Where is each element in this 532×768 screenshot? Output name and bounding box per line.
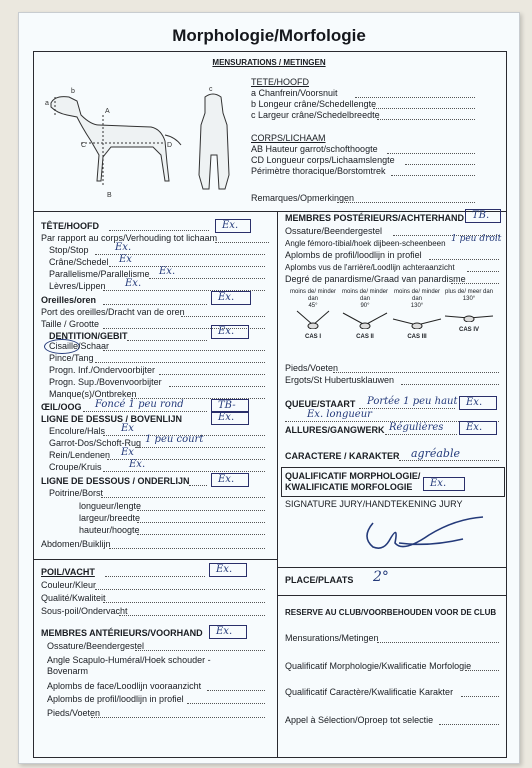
head-item-label: Stop/Stop: [49, 245, 89, 255]
forequarters-item-label: Angle Scapulo-Huméral/Hoek schouder - Bovenarm: [47, 655, 211, 676]
qualification-grade: Ex.: [430, 478, 447, 489]
ears-item-label: Port des oreilles/Dracht van de oren: [41, 307, 185, 317]
femoro-tibial-value: 1 peu droit: [451, 234, 502, 244]
diagram-letter-b-lower: B: [107, 192, 112, 199]
angle-case-4: [443, 289, 495, 333]
topline-grade-box: [211, 411, 249, 425]
ears-section-title: Oreilles/oren: [41, 295, 97, 305]
forequarters-item-label: Aplombs de face/Loodlijn vooraanzicht: [47, 681, 202, 691]
place-value: 2°: [373, 569, 389, 585]
head-legend-item: a Chanfrein/Voorsnuit: [251, 88, 338, 98]
head-item-label: Crâne/Schedel: [49, 257, 109, 267]
character-note: agréable: [411, 447, 460, 460]
dentition-grade-box: [211, 325, 249, 339]
dentition-item-label: Cisaille/Schaar: [49, 341, 110, 351]
hindquarters-item-label: Aplombs de profil/loodlijn in profiel: [285, 250, 422, 260]
page-title: Morphologie/Morfologie: [172, 26, 366, 45]
withers-back-value: 1 peu court: [145, 434, 204, 445]
tail-label: QUEUE/STAART: [285, 399, 356, 409]
dog-measurement-diagram: [41, 85, 241, 203]
head-item-label: Parallelisme/Parallelisme: [49, 269, 150, 279]
place-label: PLACE/PLAATS: [285, 575, 354, 585]
dentition-item-label: Pince/Tang: [49, 353, 94, 363]
coat-section-title: POIL/VACHT: [41, 567, 95, 577]
forequarters-section-title: MEMBRES ANTÉRIEURS/VOORHAND: [41, 628, 203, 638]
hindquarters-after-label: Pieds/Voeten: [285, 363, 339, 373]
dentition-item-label: Progn. Sup./Bovenvoorbijter: [49, 377, 162, 387]
hindquarters-after-label: Ergots/St Hubertusklauwen: [285, 375, 395, 385]
topline-item-label: Garrot-Dos/Schoft-Rug: [49, 438, 142, 448]
coat-item-label: Qualité/Kwaliteit: [41, 593, 106, 603]
coat-grade-box: [209, 563, 247, 577]
dog-front-view: [199, 94, 229, 189]
angle-case-icon: [287, 309, 339, 329]
gait-grade-box: [459, 421, 497, 435]
angle-case-label: CAS IV: [458, 327, 479, 333]
angle-case-label: CAS II: [356, 334, 374, 340]
hindquarters-item-label: Aplombs vus de l'arrière/Loodlijn achteraanzicht: [285, 263, 455, 272]
parallelism-value: Ex.: [159, 266, 176, 277]
forequarters-grade: Ex.: [216, 626, 233, 637]
body-legend-title: CORPS/LICHAAM: [251, 133, 326, 143]
gait-note: Régulières: [389, 422, 444, 433]
topline-section-title: LIGNE DE DESSUS / BOVENLIJN: [41, 414, 183, 424]
club-item-label: Qualificatif Morphologie/Kwalificatie Morfologie: [285, 661, 472, 671]
lips-value: Ex.: [125, 278, 142, 289]
tail-grade-box: [459, 396, 497, 410]
underline-section-title: LIGNE DE DESSOUS / ONDERLIJN: [41, 476, 190, 486]
hindquarters-item-label: Ossature/Beendergestel: [285, 226, 383, 236]
body-legend-item: CD Longueur corps/Lichaamslengte: [251, 155, 395, 165]
head-legend-title: TETE/HOOFD: [251, 77, 309, 87]
dentition-section-title: DENTITION/GEBIT: [49, 331, 128, 341]
angle-case-caption: moins de/ minder dan: [393, 289, 441, 302]
club-item-label: Qualificatif Caractère/Kwalificatie Karakter: [285, 687, 454, 697]
club-item-label: Mensurations/Metingen: [285, 633, 379, 643]
underline-grade-box: [211, 473, 249, 487]
hindquarters-item-label: Angle fémoro-tibial/hoek dijbeen-scheenbeen: [285, 239, 446, 248]
body-legend-item: AB Hauteur garrot/schofthoogte: [251, 144, 378, 154]
forequarters-item-label: Pieds/Voeten: [47, 708, 101, 718]
loin-value: Ex: [121, 447, 134, 458]
dentition-item-label: Manque(s)/Ontbreken: [49, 389, 137, 399]
dentition-item-label: Progn. Inf./Ondervoorbijter: [49, 365, 156, 375]
head-legend-item: c Largeur crâne/Schedelbreedte: [251, 110, 380, 120]
forequarters-item-label: Aplombs de profil/loodlijn in profiel: [47, 694, 184, 704]
hindquarters-grade-box: [465, 209, 501, 223]
ears-grade: Ex.: [218, 292, 235, 303]
eye-label: ŒIL/OOG: [41, 402, 82, 412]
angle-case-icon: [443, 302, 495, 322]
topline-grade: Ex.: [218, 412, 235, 423]
diagram-letter-a: a: [45, 100, 49, 107]
skull-value: Ex: [119, 254, 132, 265]
club-item-label: Appel à Sélection/Oproep tot selectie: [285, 715, 434, 725]
diagram-letter-c-front: c: [209, 86, 213, 93]
hindquarters-item-label: Degré de panardisme/Graad van panardisme: [285, 274, 466, 284]
underline-grade: Ex.: [218, 474, 235, 485]
dog-side-view: [51, 97, 181, 185]
angle-case-degrees: 90°: [360, 303, 370, 309]
diagram-letter-c-body: C: [81, 142, 87, 149]
angle-case-caption: plus de/ meer dan: [444, 289, 494, 295]
remarks-label: Remarques/Opmerkingen: [251, 193, 355, 203]
panardism-angle-diagrams: [285, 289, 501, 351]
topline-item-label: Encolure/Hals: [49, 426, 106, 436]
coat-item-label: Couleur/Kleur: [41, 580, 97, 590]
underline-item-label: Abdomen/Buiklijn: [41, 539, 111, 549]
hindquarters-grade: TB.: [472, 210, 490, 221]
angle-case-degrees: 130°: [410, 303, 424, 309]
head-grade: Ex.: [222, 220, 239, 231]
topline-item-label: Rein/Lendenen: [49, 450, 111, 460]
angle-case-1: [287, 289, 339, 340]
qualification-label: KWALIFICATIE MORFOLOGIE: [285, 482, 413, 492]
forequarters-item-label: Ossature/Beendergestel: [47, 641, 145, 651]
head-legend-item: b Longeur crâne/Schedellengte: [251, 99, 377, 109]
angle-case-label: CAS I: [304, 334, 321, 340]
angle-case-caption: moins de/ minder dan: [341, 289, 389, 302]
angle-case-2: [339, 289, 391, 340]
angle-case-3: [391, 289, 443, 340]
angle-case-caption: moins de/ minder dan: [289, 289, 337, 302]
body-legend-item: Périmètre thoracique/Borstomtrek: [251, 166, 386, 176]
underline-item-label: largeur/breedte: [79, 513, 141, 523]
forequarters-grade-box: [209, 625, 247, 639]
coat-item-label: Sous-poil/Ondervacht: [41, 606, 128, 616]
stop-value: Ex.: [115, 242, 132, 253]
qualification-label: QUALIFICATIF MORPHOLOGIE/: [285, 471, 421, 481]
angle-case-icon: [339, 309, 391, 329]
neck-value: Ex: [121, 423, 134, 434]
measurements-subtitle: MENSURATIONS / METINGEN: [212, 58, 326, 67]
tail-grade: Ex.: [466, 397, 483, 408]
underline-item-label: Poitrine/Borst: [49, 488, 104, 498]
head-item-label: Lèvres/Lippen: [49, 281, 106, 291]
head-item-label: Par rapport au corps/Verhouding tot lichaam: [41, 233, 218, 243]
underline-item-label: longueur/lengte: [79, 501, 142, 511]
diagram-letter-b: b: [71, 88, 75, 95]
eye-note: Foncé 1 peu rond: [95, 399, 184, 410]
tail-note: Portée 1 peu haut: [367, 396, 458, 407]
gait-label: ALLURES/GANGWERK: [285, 425, 385, 435]
club-section-title: RESERVE AU CLUB/VOORBEHOUDEN VOOR DE CLUB: [285, 608, 497, 617]
ears-grade-box: [211, 291, 251, 305]
coat-grade: Ex.: [216, 564, 233, 575]
jury-signature: [359, 513, 489, 559]
qualification-grade-box: [423, 477, 465, 491]
eye-grade: TB-: [218, 400, 236, 411]
topline-item-label: Croupe/Kruis: [49, 462, 102, 472]
tail-note-2: Ex. longueur: [307, 409, 372, 420]
croup-value: Ex.: [129, 459, 146, 470]
character-label: CARACTERE / KARAKTER: [285, 451, 400, 461]
hindquarters-section-title: MEMBRES POSTÉRIEURS/ACHTERHAND: [285, 213, 465, 223]
diagram-letter-d-body: D: [167, 142, 173, 149]
angle-case-degrees: 45°: [308, 303, 318, 309]
head-grade-box: [215, 219, 251, 233]
signature-label: SIGNATURE JURY/HANDTEKENING JURY: [285, 499, 463, 509]
ears-item-label: Taille / Grootte: [41, 319, 100, 329]
underline-item-label: hauteur/hoogte: [79, 525, 140, 535]
form-sheet: [18, 12, 520, 764]
angle-case-icon: [391, 309, 443, 329]
angle-case-degrees: 130°: [462, 296, 476, 302]
gait-grade: Ex.: [466, 422, 483, 433]
head-section-title: TÊTE/HOOFD: [41, 221, 99, 231]
angle-case-label: CAS III: [407, 334, 427, 340]
diagram-letter-a-upper: A: [105, 108, 110, 115]
dentition-grade: Ex.: [218, 326, 235, 337]
